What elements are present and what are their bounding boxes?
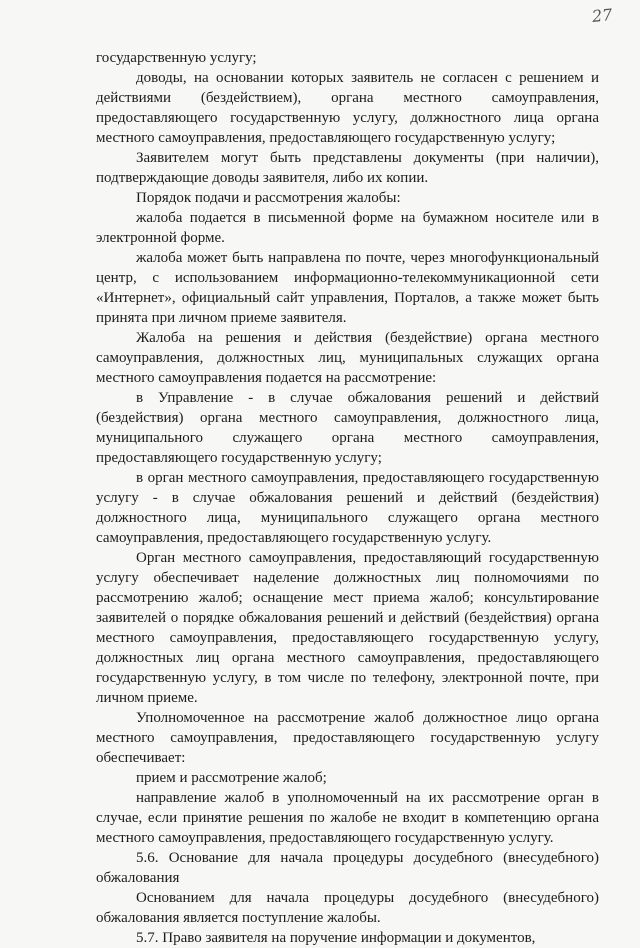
paragraph: Орган местного самоуправления, предоставляющий государственную услугу обеспечивает наделение должностных лиц полномочиями по рассмотрению жалоб; оснащение мест приема жалоб; консультирование заявителей о порядке обжалования решений и действий (бездействия) органа местного самоуправления, предоставляющего государственную услугу, должностных лиц органа местного самоуправления, предоставляющего государственную услугу, в том числе по телефону, электронной почте, при личном приеме. <box>96 550 599 706</box>
paragraph: направление жалоб в уполномоченный на их рассмотрение орган в случае, если принятие решения по жалобе не входит в компетенцию органа местного самоуправления, предоставляющего государственную услугу. <box>96 790 599 846</box>
paragraph: Заявителем могут быть представлены документы (при наличии), подтверждающие доводы заявителя, либо их копии. <box>96 150 599 186</box>
section-heading: 5.6. Основание для начала процедуры досудебного (внесудебного) обжалования <box>96 850 599 886</box>
paragraph: жалоба подается в письменной форме на бумажном носителе или в электронной форме. <box>96 210 599 246</box>
paragraph: в орган местного самоуправления, предоставляющего государственную услугу - в случае обжалования решений и действий (бездействия) должностного лица, муниципального служащего органа местного самоуправления, предоставляющего государственную услугу. <box>96 470 599 546</box>
paragraph: прием и рассмотрение жалоб; <box>136 770 327 786</box>
paragraph: государственную услугу; <box>96 50 257 66</box>
paragraph: жалоба может быть направлена по почте, через многофункциональный центр, с использованием информационно-телекоммуникационной сети «Интернет», официальный сайт управления, Порталов, а также может быть принята при личном приеме заявителя. <box>96 250 599 326</box>
paragraph: доводы, на основании которых заявитель не согласен с решением и действиями (бездействием), органа местного самоуправления, предоставляющего государственную услугу, должностного лица органа местного самоуправления, предоставляющего государственную услугу; <box>96 70 599 146</box>
paragraph: в Управление - в случае обжалования решений и действий (бездействия) органа местного самоуправления, должностного лица, муниципального служащего органа местного самоуправления, предоставляющего государственную услугу; <box>96 390 599 466</box>
paragraph: Основанием для начала процедуры досудебного (внесудебного) обжалования является поступление жалобы. <box>96 890 599 926</box>
page-number: 27 <box>590 4 613 27</box>
document-body <box>96 48 599 948</box>
section-heading: 5.7. Право заявителя на поручение информации и документов, <box>136 930 536 946</box>
paragraph: Порядок подачи и рассмотрения жалобы: <box>136 190 401 206</box>
paragraph: Уполномоченное на рассмотрение жалоб должностное лицо органа местного самоуправления, предоставляющего государственную услугу обеспечивает: <box>96 710 599 766</box>
paragraph: Жалоба на решения и действия (бездействие) органа местного самоуправления, должностных лиц, муниципальных служащих органа местного самоуправления подается на рассмотрение: <box>96 330 599 386</box>
